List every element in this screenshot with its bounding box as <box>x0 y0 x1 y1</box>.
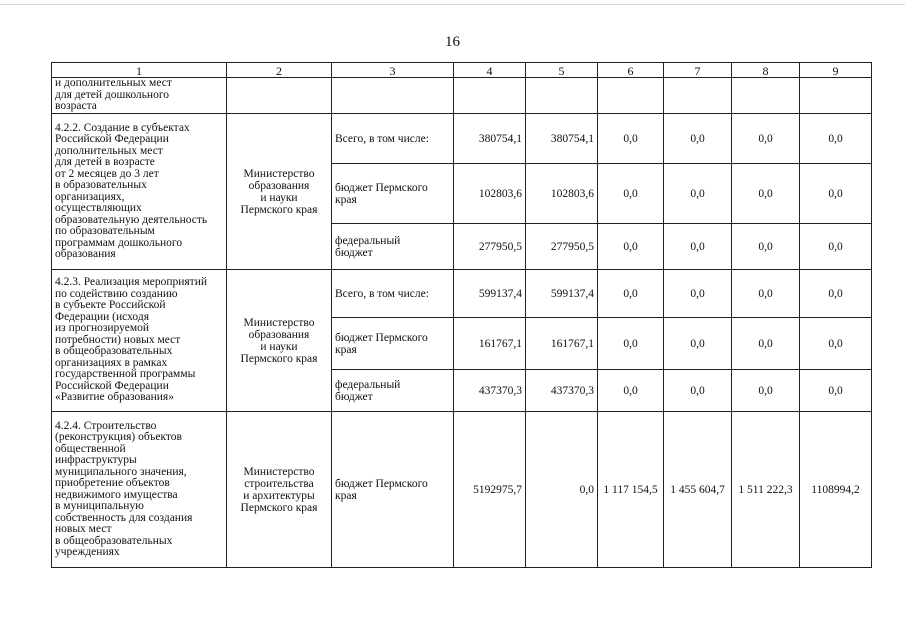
item-4-2-3-description: 4.2.3. Реализация мероприятий по содействию созданию в субъекте Российской Федерации (исходя из прогнозируемой потребности) новых мест в общеобразовательных организациях в рамках государственной программы Российской Федерации «Развитие образования» <box>52 270 227 412</box>
value-col-8: 0,0 <box>732 318 800 370</box>
value-col-7: 0,0 <box>664 370 732 412</box>
funding-source: федеральный бюджет <box>332 370 454 412</box>
empty-cell <box>800 78 872 114</box>
value-col-9: 0,0 <box>800 370 872 412</box>
value-col-8: 0,0 <box>732 224 800 270</box>
header-col-6: 6 <box>598 63 664 78</box>
value-col-7: 0,0 <box>664 270 732 318</box>
empty-cell <box>332 78 454 114</box>
header-col-4: 4 <box>454 63 526 78</box>
empty-cell <box>664 78 732 114</box>
empty-cell <box>598 78 664 114</box>
header-col-9: 9 <box>800 63 872 78</box>
value-col-4: 5192975,7 <box>454 412 526 568</box>
table-row <box>52 114 872 164</box>
header-col-3: 3 <box>332 63 454 78</box>
table-row <box>52 412 872 568</box>
value-col-5: 599137,4 <box>526 270 598 318</box>
empty-cell <box>454 78 526 114</box>
value-col-4: 277950,5 <box>454 224 526 270</box>
header-col-2: 2 <box>227 63 332 78</box>
empty-cell <box>227 78 332 114</box>
value-col-4: 380754,1 <box>454 114 526 164</box>
value-col-8: 0,0 <box>732 370 800 412</box>
value-col-8: 0,0 <box>732 114 800 164</box>
value-col-9: 0,0 <box>800 164 872 224</box>
value-col-6: 0,0 <box>598 370 664 412</box>
item-4-2-2-description: 4.2.2. Создание в субъектах Российской Федерации дополнительных мест для детей в возрасте от 2 месяцев до 3 лет в образовательных организациях, осуществляющих образовательную деятельность по образовательным программам дошкольного образования <box>52 114 227 270</box>
table-row <box>52 270 872 318</box>
value-col-6: 0,0 <box>598 164 664 224</box>
value-col-9: 0,0 <box>800 270 872 318</box>
item-4-2-4-responsible: Министерство строительства и архитектуры Пермского края <box>227 412 332 568</box>
value-col-9: 0,0 <box>800 114 872 164</box>
value-col-8: 0,0 <box>732 164 800 224</box>
value-col-7: 0,0 <box>664 114 732 164</box>
value-col-5: 161767,1 <box>526 318 598 370</box>
table-row-continuation <box>52 78 872 114</box>
header-col-8: 8 <box>732 63 800 78</box>
item-4-2-2-responsible: Министерство образования и науки Пермского края <box>227 114 332 270</box>
header-row <box>52 63 872 78</box>
top-edge <box>0 0 905 5</box>
continuation-description: и дополнительных мест для детей дошкольного возраста <box>52 78 227 114</box>
value-col-5: 0,0 <box>526 412 598 568</box>
value-col-5: 437370,3 <box>526 370 598 412</box>
value-col-6: 0,0 <box>598 318 664 370</box>
item-4-2-3-responsible: Министерство образования и науки Пермского края <box>227 270 332 412</box>
funding-source: Всего, в том числе: <box>332 270 454 318</box>
value-col-7: 1 455 604,7 <box>664 412 732 568</box>
value-col-8: 0,0 <box>732 270 800 318</box>
value-col-7: 0,0 <box>664 164 732 224</box>
value-col-9: 0,0 <box>800 224 872 270</box>
funding-source: бюджет Пермского края <box>332 318 454 370</box>
value-col-8: 1 511 222,3 <box>732 412 800 568</box>
item-4-2-4-description: 4.2.4. Строительство (реконструкция) объектов общественной инфраструктуры муниципального значения, приобретение объектов недвижимого имущества в муниципальную собственность для создания новых мест в общеобразовательных учреждениях <box>52 412 227 568</box>
value-col-6: 0,0 <box>598 270 664 318</box>
header-col-7: 7 <box>664 63 732 78</box>
funding-source: Всего, в том числе: <box>332 114 454 164</box>
value-col-7: 0,0 <box>664 318 732 370</box>
page-number: 16 <box>445 34 460 50</box>
value-col-6: 1 117 154,5 <box>598 412 664 568</box>
header-col-5: 5 <box>526 63 598 78</box>
value-col-9: 1108994,2 <box>800 412 872 568</box>
value-col-4: 599137,4 <box>454 270 526 318</box>
funding-source: бюджет Пермского края <box>332 412 454 568</box>
value-col-6: 0,0 <box>598 224 664 270</box>
value-col-5: 102803,6 <box>526 164 598 224</box>
value-col-5: 277950,5 <box>526 224 598 270</box>
value-col-5: 380754,1 <box>526 114 598 164</box>
value-col-4: 102803,6 <box>454 164 526 224</box>
empty-cell <box>732 78 800 114</box>
funding-source: федеральный бюджет <box>332 224 454 270</box>
value-col-4: 437370,3 <box>454 370 526 412</box>
value-col-9: 0,0 <box>800 318 872 370</box>
budget-table <box>51 62 872 568</box>
value-col-4: 161767,1 <box>454 318 526 370</box>
value-col-7: 0,0 <box>664 224 732 270</box>
empty-cell <box>526 78 598 114</box>
funding-source: бюджет Пермского края <box>332 164 454 224</box>
value-col-6: 0,0 <box>598 114 664 164</box>
header-col-1: 1 <box>52 63 227 78</box>
